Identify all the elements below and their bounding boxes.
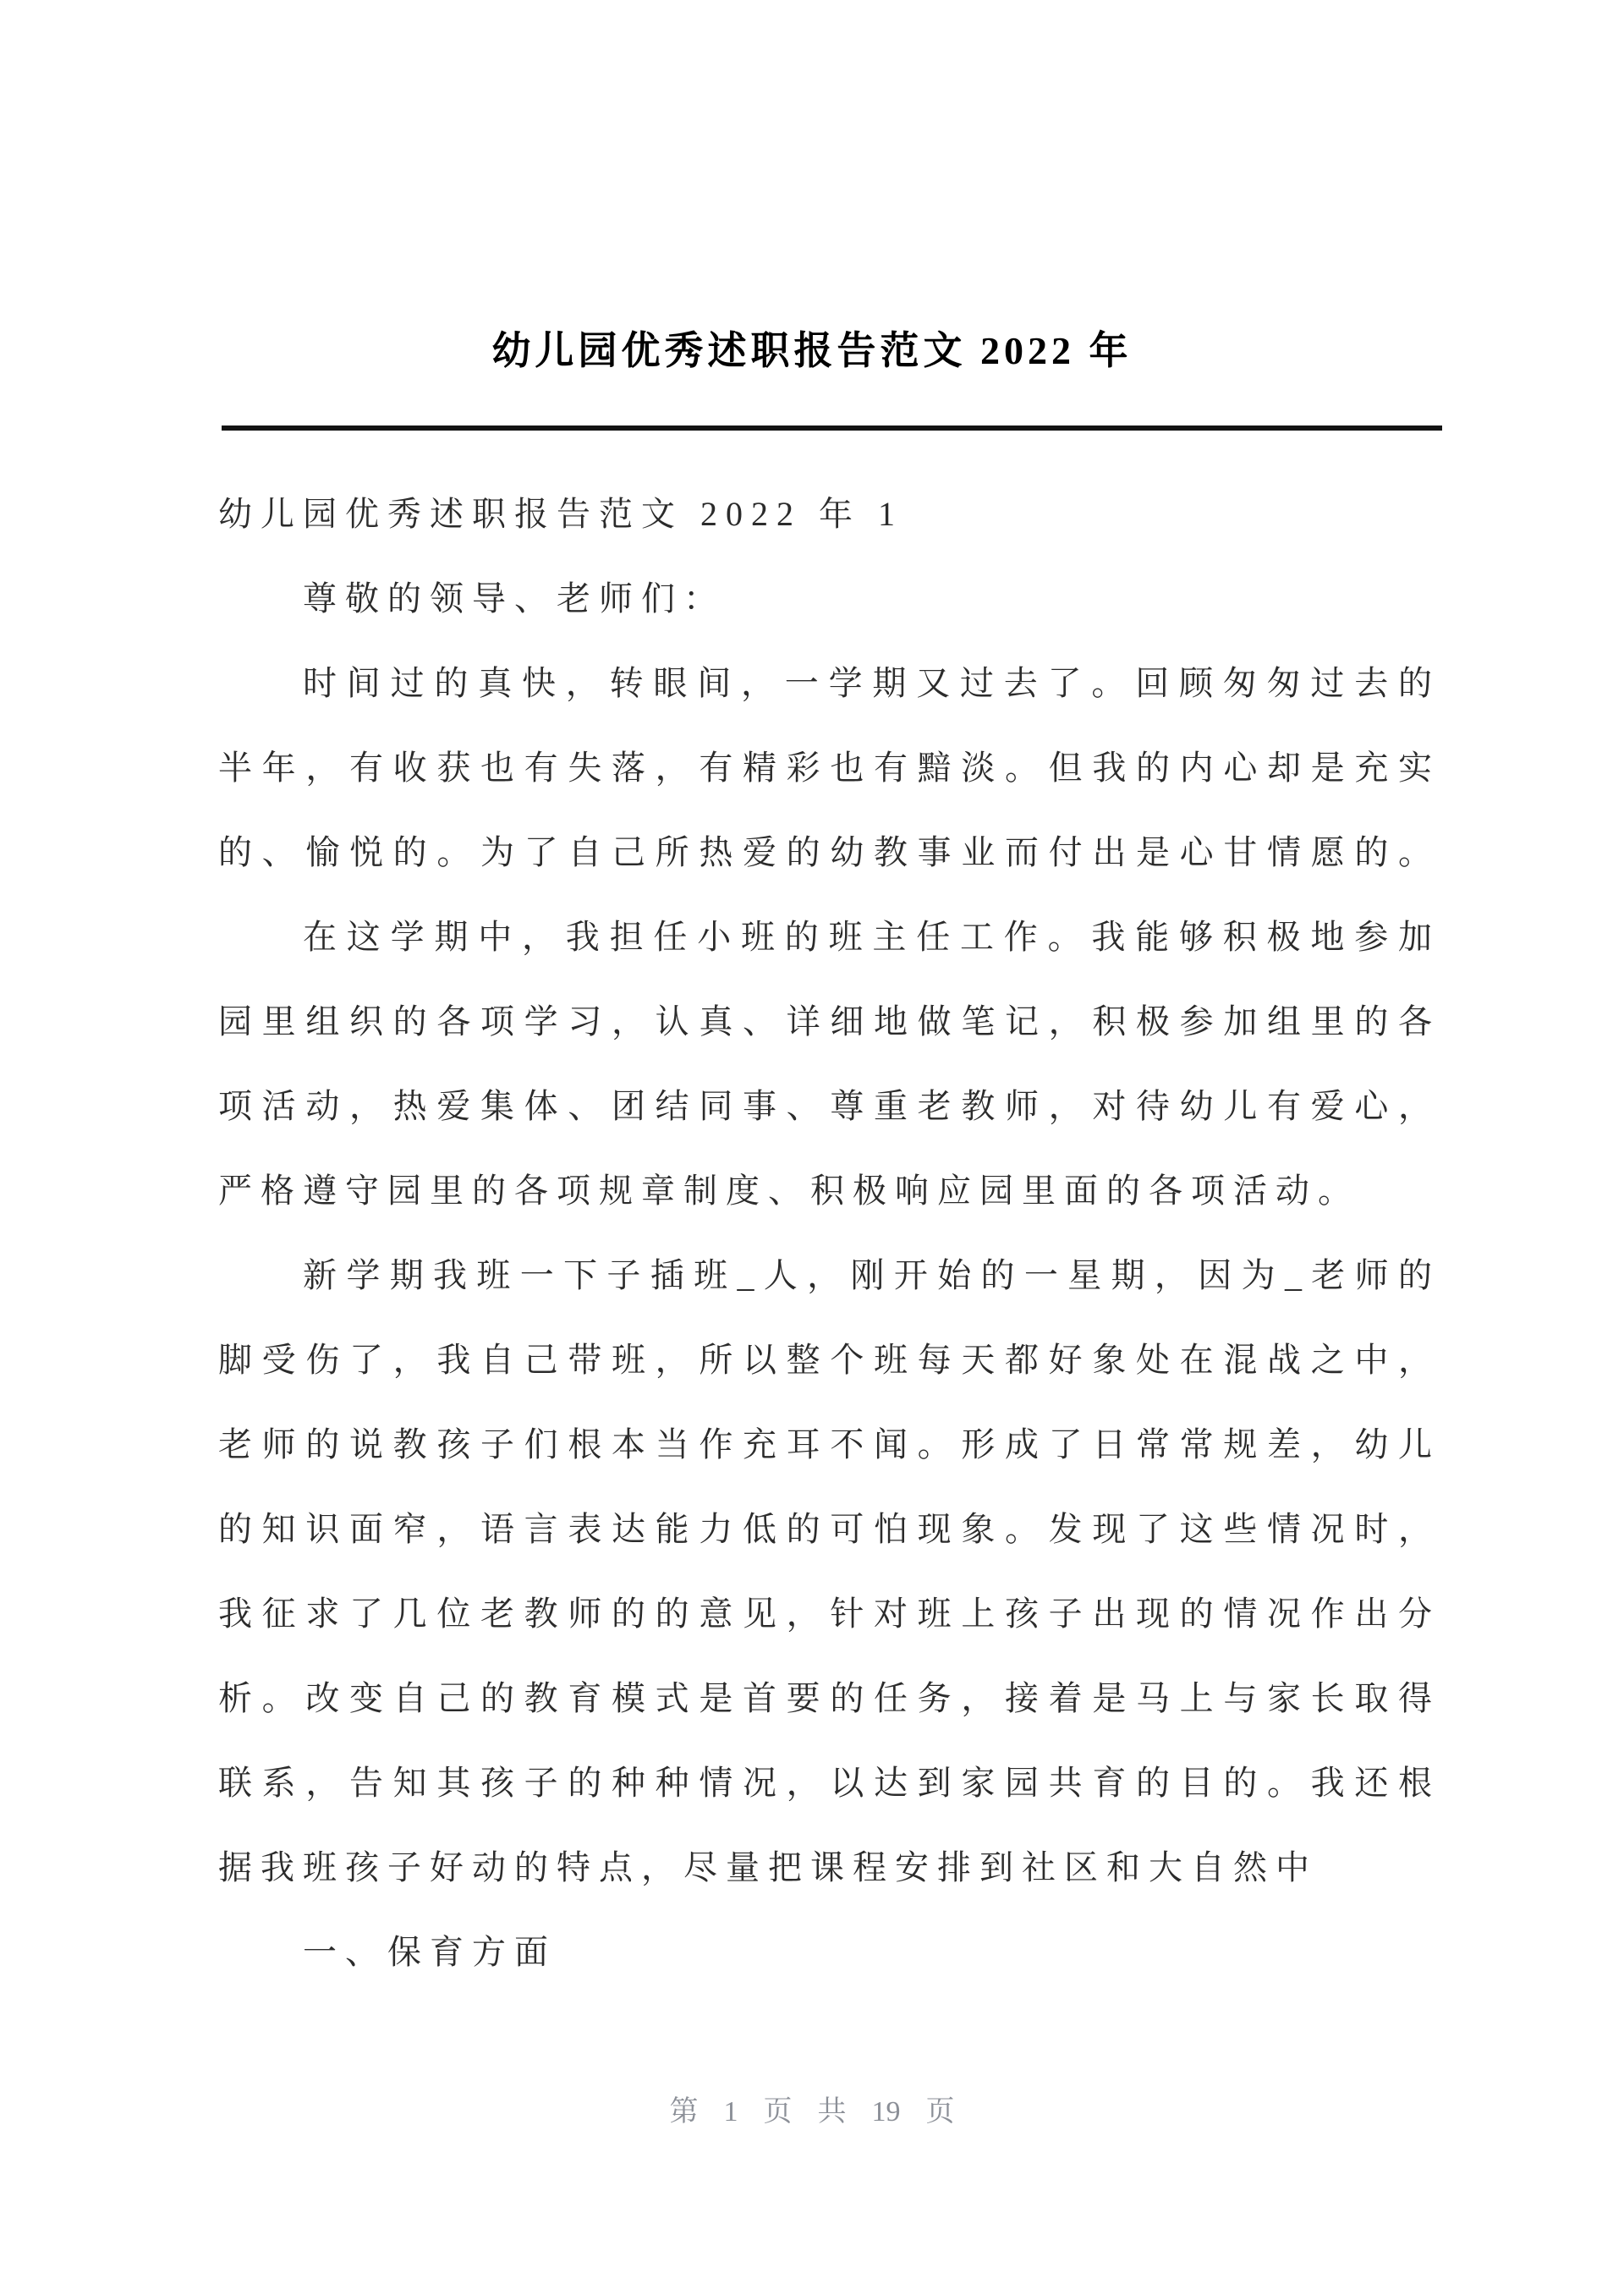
page-number-footer [0, 2083, 1624, 2142]
body-line: 联系，告知其孩子的种种情况，以达到家园共育的目的。我还根 [218, 1764, 1440, 1802]
body-line: 在这学期中，我担任小班的班主任工作。我能够积极地参加 [303, 918, 1440, 956]
footer-total-label: 共 [817, 2096, 847, 2128]
footer-total-pages: 19 [871, 2096, 901, 2128]
body-line: 新学期我班一下子插班_人，刚开始的一星期，因为_老师的 [303, 1256, 1440, 1294]
body-line: 园里组织的各项学习，认真、详细地做笔记，积极参加组里的各 [218, 1002, 1440, 1040]
body-line: 脚受伤了，我自己带班，所以整个班每天都好象处在混战之中， [218, 1341, 1440, 1379]
title-divider-rule [222, 426, 1442, 431]
body-line: 老师的说教孩子们根本当作充耳不闻。形成了日常常规差，幼儿 [218, 1425, 1440, 1463]
body-section-heading: 一、保育方面 [303, 1933, 557, 1971]
body-line: 严格遵守园里的各项规章制度、积极响应园里面的各项活动。 [218, 1172, 1360, 1210]
body-line: 项活动，热爱集体、团结同事、尊重老教师，对待幼儿有爱心， [218, 1087, 1440, 1125]
footer-page-unit: 页 [763, 2096, 793, 2128]
body-line: 的、愉悦的。为了自己所热爱的幼教事业而付出是心甘情愿的。 [218, 833, 1440, 871]
footer-total-unit: 页 [925, 2096, 955, 2128]
footer-page-label: 第 [669, 2096, 699, 2128]
body-line: 半年，有收获也有失落，有精彩也有黯淡。但我的内心却是充实 [218, 749, 1440, 787]
body-line: 幼儿园优秀述职报告范文 2022 年 1 [218, 495, 903, 533]
body-line: 的知识面窄，语言表达能力低的可怕现象。发现了这些情况时， [218, 1510, 1440, 1548]
body-line: 我征求了几位老教师的的意见，针对班上孩子出现的情况作出分 [218, 1595, 1440, 1633]
document-title: 幼儿园优秀述职报告范文 2022 年 [491, 329, 1133, 372]
body-line: 尊敬的领导、老师们： [303, 579, 726, 618]
body-line: 析。改变自己的教育模式是首要的任务，接着是马上与家长取得 [218, 1679, 1440, 1717]
document-body [218, 472, 1440, 1995]
body-line: 时间过的真快，转眼间，一学期又过去了。回顾匆匆过去的 [303, 664, 1440, 702]
body-line: 据我班孩子好动的特点，尽量把课程安排到社区和大自然中 [218, 1848, 1318, 1886]
footer-current-page: 1 [723, 2096, 738, 2128]
